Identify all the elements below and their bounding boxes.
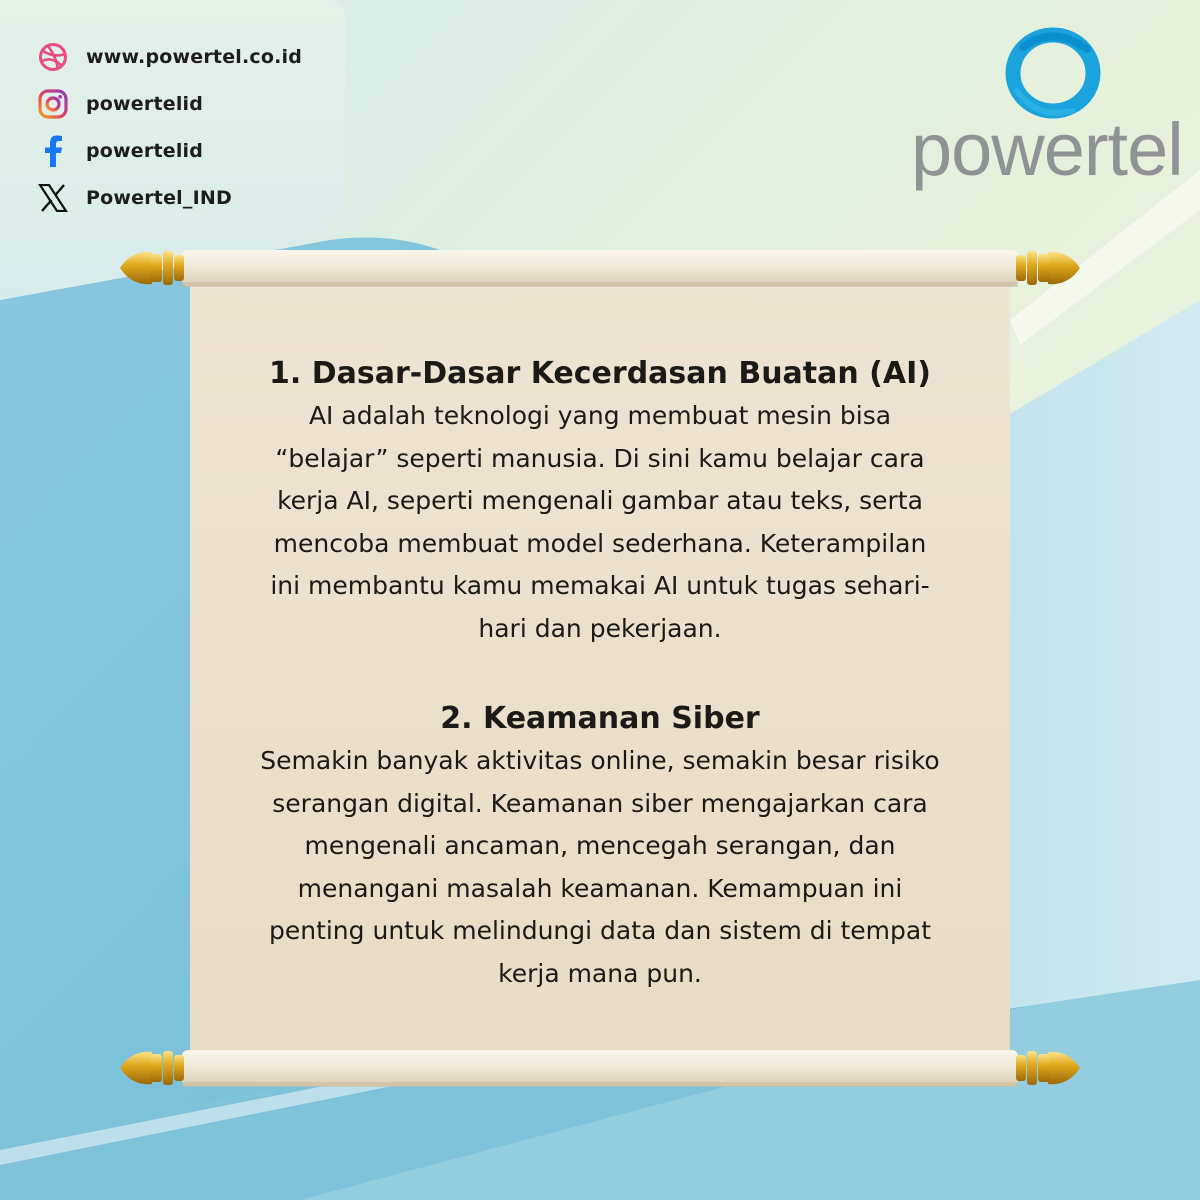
section-2-line: kerja mana pun.: [498, 958, 702, 988]
website-label: www.powertel.co.id: [86, 45, 303, 68]
section-1-body: [212, 395, 988, 650]
section-2-line: penting untuk melindungi data dan sistem di tempat: [268, 916, 932, 945]
section-1-heading: 1. Dasar-Dasar Kecerdasan Buatan (AI): [269, 356, 931, 391]
logo-wordmark: powertel: [911, 108, 1183, 191]
section-1-line: mencoba membuat model sederhana. Keterampilan: [273, 528, 927, 558]
section-2-line: mengenali ancaman, mencegah serangan, dan: [304, 831, 896, 860]
section-1-line: “belajar” seperti manusia. Di sini kamu belajar cara: [275, 443, 925, 473]
section-2-heading: 2. Keamanan Siber: [440, 701, 760, 736]
instagram-label: powertelid: [86, 92, 204, 115]
section-1-line: hari dan pekerjaan.: [478, 613, 722, 643]
facebook-label: powertelid: [86, 139, 204, 162]
knob-left-top: [120, 251, 184, 285]
x-label: Powertel_IND: [86, 186, 232, 209]
section-2-line: Semakin banyak aktivitas online, semakin besar risiko: [260, 746, 940, 775]
section-1-line: ini membantu kamu memakai AI untuk tugas sehari-: [270, 571, 930, 600]
section-1-line: kerja AI, seperti mengenali gambar atau teks, serta: [277, 486, 923, 515]
section-2-line: serangan digital. Keamanan siber mengajarkan cara: [272, 788, 928, 818]
section-2-line: menangani masalah keamanan. Kemampuan ini: [297, 873, 903, 903]
scroll-content: [212, 353, 988, 995]
section-1-line: AI adalah teknologi yang membuat mesin bisa: [308, 401, 892, 430]
section-2-body: [212, 740, 988, 995]
